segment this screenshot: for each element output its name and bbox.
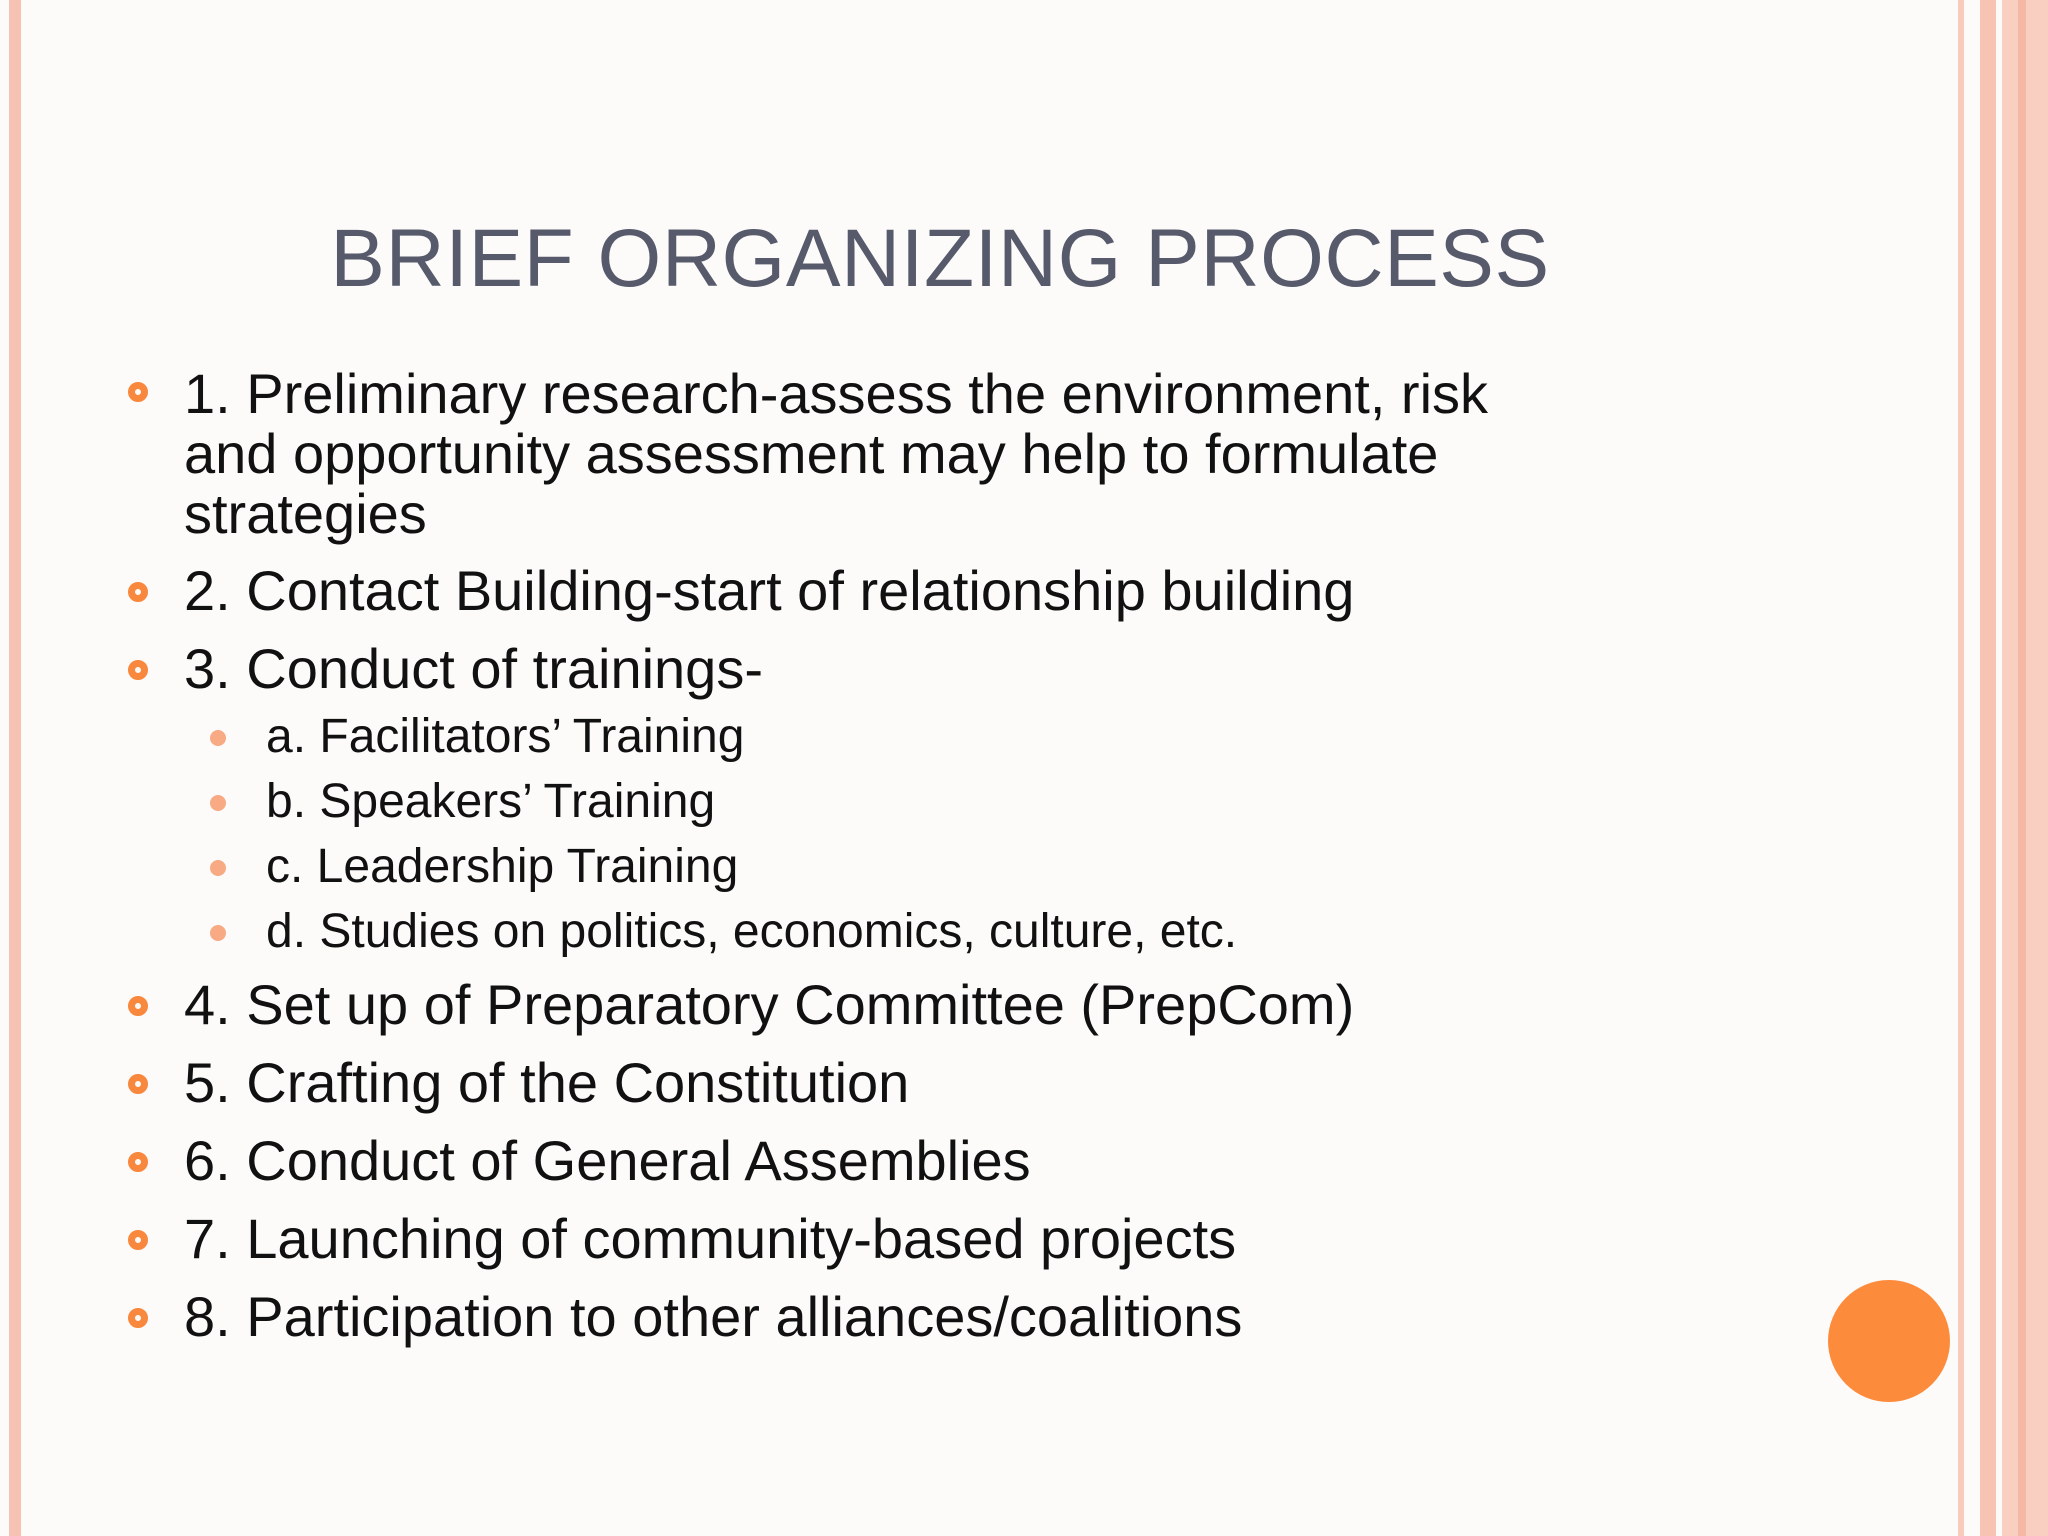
sub-item-c: c. Leadership Training xyxy=(266,840,739,893)
dot-bullet-icon xyxy=(210,795,226,811)
dot-bullet-icon xyxy=(210,860,226,876)
sub-item-b: b. Speakers’ Training xyxy=(266,775,716,828)
list-item-5: 5. Crafting of the Constitution xyxy=(184,1051,910,1114)
list-item-4: 4. Set up of Preparatory Committee (PrepCom) xyxy=(184,973,1355,1036)
right-border-stripes xyxy=(1958,0,2048,1536)
orange-circle-icon xyxy=(1828,1280,1950,1402)
list-item-1-line-3: strategies xyxy=(184,482,427,545)
sub-item-d: d. Studies on politics, economics, culture, etc. xyxy=(266,905,1238,958)
right-stripe-2 xyxy=(1980,0,1996,1536)
ring-bullet-icon xyxy=(128,660,148,680)
ring-bullet-icon xyxy=(128,1308,148,1328)
right-stripe-4 xyxy=(2018,0,2026,1536)
ring-bullet-icon xyxy=(128,1152,148,1172)
list-item-3: 3. Conduct of trainings- xyxy=(184,637,763,700)
slide-title: BRIEF ORGANIZING PROCESS xyxy=(330,213,1550,304)
list-item-1-line-1: 1. Preliminary research-assess the environment, risk xyxy=(184,362,1489,425)
ring-bullet-icon xyxy=(128,582,148,602)
dot-bullet-icon xyxy=(210,925,226,941)
ring-bullet-icon xyxy=(128,996,148,1016)
list-item-8: 8. Participation to other alliances/coalitions xyxy=(184,1285,1243,1348)
sub-item-a: a. Facilitators’ Training xyxy=(266,710,745,763)
list-item-1-line-2: and opportunity assessment may help to formulate xyxy=(184,422,1439,485)
list-item-2: 2. Contact Building-start of relationship building xyxy=(184,559,1355,622)
list-item-7: 7. Launching of community-based projects xyxy=(184,1207,1237,1270)
right-stripe-1 xyxy=(1958,0,1964,1536)
dot-bullet-icon xyxy=(210,730,226,746)
ring-bullet-icon xyxy=(128,1230,148,1250)
ring-bullet-icon xyxy=(128,382,148,402)
ring-bullet-icon xyxy=(128,1074,148,1094)
list-item-6: 6. Conduct of General Assemblies xyxy=(184,1129,1031,1192)
